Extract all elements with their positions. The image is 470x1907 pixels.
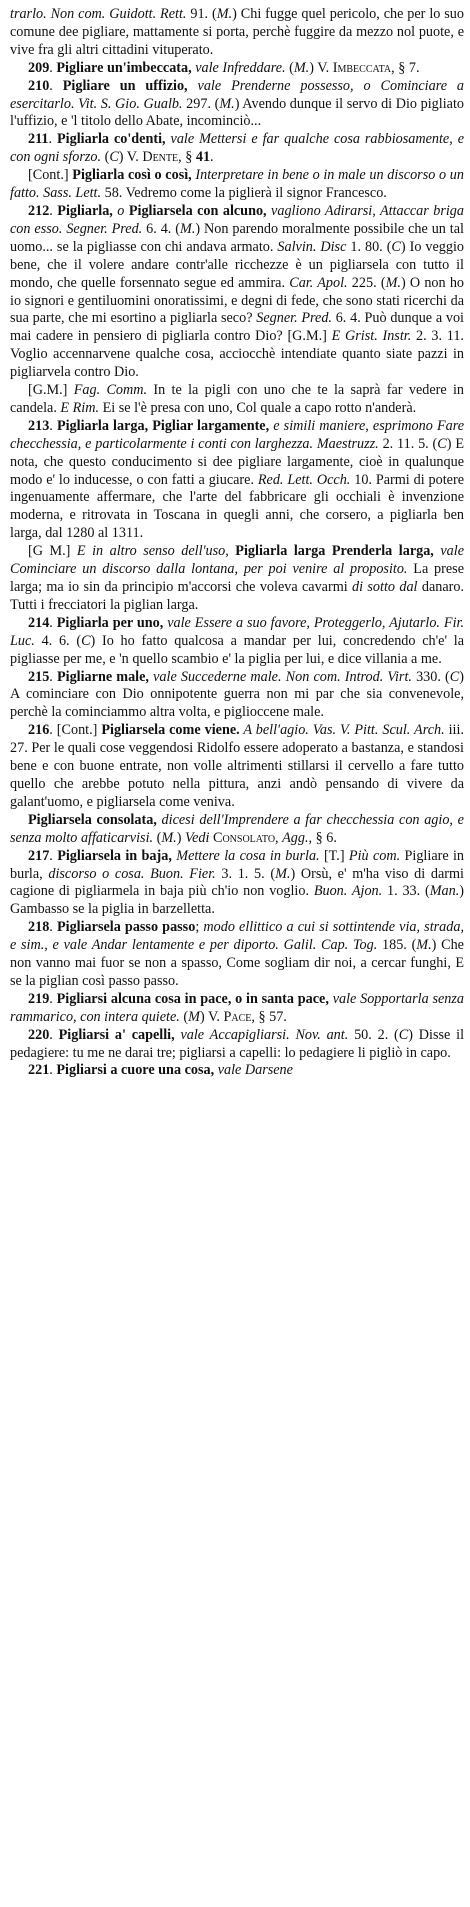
entry-text: Fag. Comm. (73, 382, 148, 399)
entry-text: E in altro senso dell'uso, (76, 543, 229, 560)
entry-text: ) O non ho io signori e gentiluomini onoratissimi, e degni di fede, che sono stati ricerchi da sua parte, che mi esortino a pigliarla seco? (10, 274, 465, 327)
entry-text: . (49, 202, 58, 219)
entry-text: ) Chi fugge quel pericolo, che per lo suo comune dee pigliare, mattamente si porta, perchè fuggire da mezzo nol puote, e vive fra gli altri cittadini vituperato. (10, 6, 464, 58)
entry-text: vale Succederne male. Non com. Introd. Virt. (148, 668, 412, 685)
entry-text: 330. ( (411, 668, 450, 685)
entry-text: E Grist. Instr. (331, 328, 412, 345)
entry-text: Pigliarla co'denti, (57, 131, 166, 148)
entry-number: 218 (28, 919, 50, 936)
entry-text: Pigliare in burla, (10, 847, 465, 882)
entry-text: Agg. (282, 829, 309, 846)
entry-text: vale Accapigliarsi. Nov. ant. (174, 1026, 349, 1043)
entry-text: discorso o cosa. Buon. Fier. (48, 865, 216, 882)
entry-text: 2. 3. 11. Voglio accennarvene qualche cosa, acciocchè intendiate quanto siate pazzi in pigliarvela contro Dio. (10, 328, 464, 381)
entry-text: C (109, 149, 119, 166)
entry-number: 214 (28, 614, 50, 631)
entry-text: [G M.] (28, 543, 77, 560)
entry-text: vale Prenderne possesso, o Cominciare a esercitarlo. Vit. S. Gio. Gualb. (10, 77, 465, 112)
entry-text: ( (153, 829, 162, 846)
dictionary-entry (10, 60, 464, 78)
dictionary-entry (10, 919, 464, 991)
dictionary-entry (10, 991, 464, 1027)
dictionary-entry (10, 1062, 464, 1080)
entry-number: 221 (28, 1062, 50, 1079)
entry-text: dicesi dell'Imprendere a far checchessia con agio, e senza molto affaticarvisi. (10, 811, 464, 846)
entry-text: 1. 80. ( (346, 238, 392, 255)
entry-text: . (49, 990, 57, 1007)
entry-text: In te la pigli con uno che te la saprà far vedere in candela. (10, 382, 465, 416)
entry-text: . (49, 417, 57, 434)
entry-text: Pigliarsi a cuore una cosa, (56, 1062, 215, 1079)
entry-text: vale Cominciare un discorso dalla lontana, per poi venire al proposito. (10, 543, 465, 578)
entry-text: M. (219, 95, 235, 112)
entry-text: , § 6. (308, 829, 337, 846)
entry-text: [G.M.] (28, 382, 74, 399)
entry-text: 10. Parmi di potere ingenuamente affermare, che l'arte del fabbricare gli occhiali è invenzione moderna, e ritrovata in Toscana in quegli anni, che corsero, a pigliarla ben larga, dal 1280 al 1311. (10, 471, 464, 542)
entry-text: C (81, 632, 91, 649)
entry-text: Pigliarla larga, Pigliar largamente, (56, 417, 270, 434)
entry-text: . (49, 919, 57, 936)
entry-text: vale Sopportarla senza rammarico, con intera quiete. (10, 990, 465, 1025)
entry-text: ) A cominciare con Dio onnipotente guerra non mi par che sia convenevole, perchè la cominciammo altra volta, e piglioccene male. (10, 668, 464, 721)
entry-text: . (49, 1026, 59, 1043)
entry-text: C (449, 668, 460, 685)
entry-text: 225. ( (347, 274, 386, 291)
entry-text: C (437, 435, 447, 452)
entry-text: , (275, 829, 283, 846)
entry-text: Consolato (212, 829, 276, 846)
entry-text: 50. 2. ( (348, 1026, 399, 1043)
entry-text: Mettere la cosa in burla. (171, 847, 320, 864)
dictionary-entry (10, 848, 464, 920)
entry-text: Pigliarla, (57, 202, 113, 219)
entry-text: e simili maniere, esprimono Fare checchessia, e particolarmente i conti con larghezza. Maestruzz. (10, 417, 464, 452)
entry-text: M. (385, 274, 401, 291)
dictionary-entry (10, 1027, 464, 1063)
entry-text: Pigliare un'imbeccata, (56, 59, 192, 76)
entry-text: Pigliarla larga Prenderla larga, (228, 543, 434, 560)
entry-text: E Rim. (60, 399, 100, 416)
entry-text: Pigliarsela consolata, (28, 811, 157, 828)
entry-text: ) Orsù, e' m'ha viso di darmi cagione di pigliarmela in baja più ch'io non voglio. (10, 865, 464, 900)
entry-text: Salvin. Disc (277, 238, 347, 255)
entry-text: Pigliare un uffizio, (62, 77, 188, 94)
entry-text: [T.] (319, 847, 349, 864)
entry-text: La prese larga; ma io sin da principio m'accorsi che voleva cavarmi (10, 561, 464, 595)
entry-text: M. (180, 220, 196, 237)
entry-text: M (188, 1008, 200, 1025)
entry-number: 219 (28, 990, 50, 1007)
dictionary-entry (10, 722, 464, 812)
entry-text: . (49, 668, 57, 685)
entry-number: 213 (28, 417, 50, 434)
entry-text: danaro. Tutti i frecciatori la piglian larga. (10, 579, 464, 613)
entry-text: M. (216, 6, 233, 22)
dictionary-entry (10, 669, 464, 723)
entry-text: ) (176, 829, 185, 846)
entry-text: ) Gambasso se la piglia in barzelletta. (10, 883, 464, 918)
entry-text: vale Darsene (214, 1062, 293, 1079)
entry-text: Pigliarsela passo passo (56, 919, 196, 936)
dictionary-entry (10, 6, 464, 60)
entry-text: 41 (195, 149, 211, 166)
entry-text: modo ellittico a cui si sottintende via, strada, e sim., e vale Andar lentamente e per diporto. Galil. Cap. Tog. (10, 919, 464, 954)
entry-text: Pigliarla per uno, (56, 614, 164, 631)
entry-text: ( (179, 1008, 189, 1025)
entry-text: Pigliarla così o così, (72, 167, 192, 184)
entry-number: 220 (28, 1026, 50, 1043)
entry-number: 210 (28, 77, 50, 94)
entry-number: 216 (28, 722, 50, 739)
entry-text: 3. 1. 5. ( (215, 865, 276, 882)
entry-text: ; (195, 919, 204, 936)
entry-text: . (210, 149, 214, 166)
entry-text: Pigliarsela in baja, (57, 847, 172, 864)
dictionary-entry (10, 78, 464, 132)
entry-text: vale Infreddare. (191, 59, 286, 76)
entry-text: ( (101, 149, 110, 166)
entry-text: Interpretare in bene o in male un discorso o un fatto. Sass. Lett. (10, 167, 464, 202)
dictionary-entry (10, 418, 464, 543)
entry-text: 1. 33. ( (382, 883, 430, 900)
entry-text: trarlo. Non com. Guidott. Rett. (10, 6, 187, 22)
entry-text: Più com. (348, 847, 401, 864)
entry-text: 4. 6. ( (34, 632, 82, 649)
entry-text: Pigliarne male, (56, 668, 149, 685)
entry-text: C (398, 1026, 409, 1043)
entry-text: Pigliarsela con alcuno, (128, 202, 267, 219)
entry-text: 58. Vedremo come la piglierà il signor Francesco. (101, 185, 387, 202)
entry-text: ) E nota, che questo conducimento si dee pigliare largamente, cioè in qualunque modo e' lo inducesse, o con fatti a giucare. (10, 435, 464, 488)
entry-text: , § 7. (391, 59, 420, 76)
entry-text: 91. ( (186, 6, 217, 22)
entry-text: Red. Lett. Occh. (257, 471, 351, 488)
entry-text: . (49, 1062, 57, 1079)
entry-text: Vedi (185, 829, 210, 846)
entry-text: [Cont.] (28, 167, 73, 184)
entry-text: A bell'agio. Vas. V. Pitt. Scul. Arch. (239, 722, 445, 739)
entry-text: . (49, 77, 63, 94)
entry-text: iii. 27. Per le quali cose veggendosi Ridolfo essere adoperato a bastanza, e standosi bene e con buone entrate, non volle altrimenti stillarsi il cervello a fare tutto quello che arebbe potuto nella pittura, anzi andò pensando di vivere da galant'uomo, e pigliarsela come veniva. (10, 722, 464, 810)
entry-text: o (112, 202, 129, 219)
entry-text: M. (275, 865, 291, 882)
entry-text: ) Io ho fatto qualcosa a mandar per lui, concredendo ch'e' la pigliasse per me, e 'n quello scambio e' la piglia per lui, e dice villania a me. (10, 632, 465, 667)
entry-text: ) Disse il pedagiere: tu me ne darai tre; pigliarsi a capelli: lo pedagiere li pigliò in capo. (10, 1026, 465, 1061)
entry-text: ) V. (118, 149, 143, 166)
entry-text: Buon. Ajon. (313, 883, 383, 900)
entry-text: ) Avendo dunque il servo di Dio pigliato l'uffizio, e 'l titolo dello Abate, incominciò... (10, 95, 464, 130)
entry-text: . (49, 847, 58, 864)
entry-text: ) V. (199, 1008, 224, 1025)
entry-text: 6. 4. Può dunque a voi mai cadere in pensiero di pigliarla contro Dio? [G.M.] (10, 310, 465, 345)
entry-text: M. (416, 937, 432, 954)
dictionary-entry (10, 812, 464, 848)
entry-number: 211 (28, 131, 49, 148)
entry-text: . (49, 614, 57, 631)
entry-number: 215 (28, 668, 50, 685)
entry-text: ) V. (309, 59, 333, 76)
entry-text: Car. Apol. (289, 274, 348, 291)
entry-text: vale Mettersi e far qualche cosa rabbiosamente, e con ogni sforzo. (10, 131, 465, 166)
entry-text: 2. 11. 5. ( (378, 435, 438, 452)
dictionary-entry (10, 615, 464, 669)
entry-text: Segner. Pred. (256, 310, 332, 327)
entry-text: C (391, 238, 401, 255)
entry-text: . (49, 59, 57, 76)
entry-text: di sotto dal (352, 579, 418, 595)
entry-text: 297. ( (182, 95, 220, 112)
entry-text: Man. (429, 883, 460, 900)
entry-text: ) Io veggio bene, che il volere andare contr'alle ricchezze è un pigliarsela con tutto il mondo, che quelle forsennato segue ed ammira. (10, 238, 464, 291)
entry-number: 217 (28, 847, 50, 864)
entry-text: , § 57. (251, 1008, 287, 1025)
entry-text: Ei se l'è presa con uno, Col quale a capo rotto n'anderà. (99, 399, 417, 416)
entry-text: Pigliarsela come viene. (101, 722, 240, 739)
entry-text: ) Che non vanno mai fuor se non a spasso, Come sogliam dir noi, a cercar funghi, E se la piglian così passo passo. (10, 937, 464, 989)
entry-text: M. (161, 829, 177, 846)
dictionary-entry (10, 543, 464, 615)
entry-text: . (48, 131, 57, 148)
dictionary-entry (10, 131, 464, 167)
entry-text: 6. 4. ( (142, 220, 181, 237)
entry-text: , § (178, 149, 196, 166)
entry-text: Pigliarsi a' capelli, (58, 1026, 175, 1043)
entry-text: Pigliarsi alcuna cosa in pace, o in santa pace, (56, 990, 329, 1007)
entry-number: 212 (28, 202, 50, 219)
entry-text: ( (285, 59, 294, 76)
entry-text: Dente (142, 149, 179, 166)
entry-text: 185. ( (377, 937, 417, 954)
entry-number: 209 (28, 59, 50, 76)
dictionary-entry (10, 382, 464, 418)
entry-text: vagliono Adirarsi, Attaccar briga con esso. Segner. Pred. (10, 202, 464, 237)
dictionary-entry (10, 203, 464, 382)
entry-text: Pace (223, 1008, 252, 1025)
dictionary-entry (10, 167, 464, 203)
entry-text: . [Cont.] (49, 722, 102, 739)
entry-text: M. (293, 59, 310, 76)
entry-text: Imbeccata (332, 59, 392, 76)
entry-text: ) Non parendo moralmente possibile che un tal uomo... se la pigliasse con chi andava armato. (10, 220, 464, 255)
entry-text: vale Essere a suo favore, Proteggerlo, Ajutarlo. Fir. Luc. (10, 614, 465, 649)
